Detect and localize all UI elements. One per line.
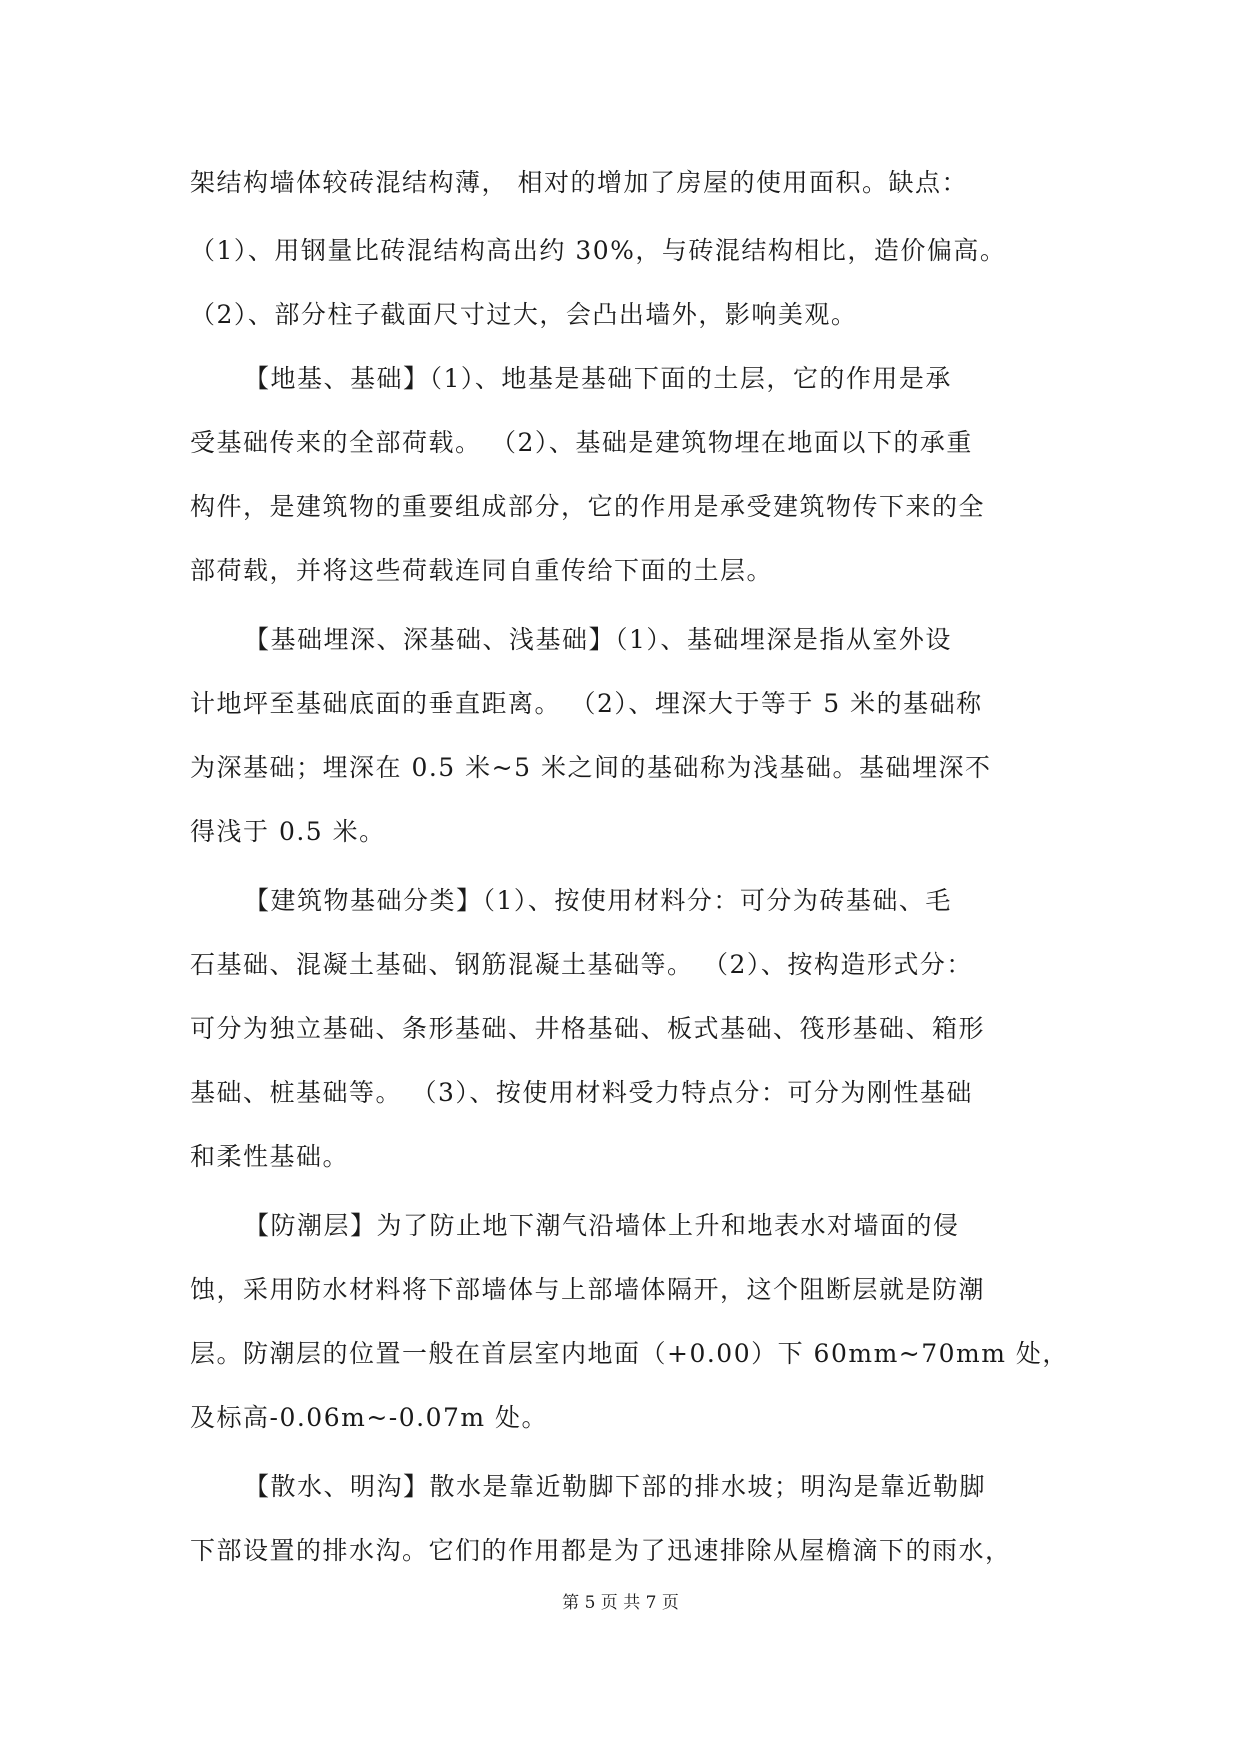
text-line: 及标高-0.06m~-0.07m 处。: [190, 1403, 549, 1432]
text-line: 蚀，采用防水材料将下部墙体与上部墙体隔开，这个阻断层就是防潮: [190, 1275, 986, 1304]
paragraph-start-line: 【基础埋深、深基础、浅基础】（1）、基础埋深是指从室外设: [244, 625, 952, 654]
text-line: 下部设置的排水沟。它们的作用都是为了迅速排除从屋檐滴下的雨水，: [190, 1536, 1012, 1565]
paragraph-start-line: 【散水、明沟】散水是靠近勒脚下部的排水坡；明沟是靠近勒脚: [244, 1472, 987, 1501]
text-line: 可分为独立基础、条形基础、井格基础、板式基础、筏形基础、箱形: [190, 1014, 986, 1043]
text-line: 基础、桩基础等。 （3）、按使用材料受力特点分：可分为刚性基础: [190, 1078, 973, 1107]
paragraph-start-line: 【防潮层】为了防止地下潮气沿墙体上升和地表水对墙面的侵: [244, 1211, 960, 1240]
paragraph-start-line: 【建筑物基础分类】（1）、按使用材料分：可分为砖基础、毛: [244, 886, 952, 915]
text-line: 层。防潮层的位置一般在首层室内地面（+0.00）下 60mm~70mm 处，: [190, 1339, 1069, 1368]
text-line: 部荷载，并将这些荷载连同自重传给下面的土层。: [190, 556, 774, 585]
text-line: 为深基础；埋深在 0.5 米~5 米之间的基础称为浅基础。基础埋深不: [190, 753, 992, 782]
text-line: 和柔性基础。: [190, 1142, 350, 1171]
text-line: （2）、部分柱子截面尺寸过大，会凸出墙外，影响美观。: [190, 300, 858, 329]
text-line: 得浅于 0.5 米。: [190, 817, 386, 846]
text-line: 架结构墙体较砖混结构薄， 相对的增加了房屋的使用面积。缺点：: [190, 168, 968, 197]
page-number-footer: 第 5 页 共 7 页: [562, 1593, 679, 1613]
paragraph-start-line: 【地基、基础】（1）、地基是基础下面的土层，它的作用是承: [244, 364, 952, 393]
text-line: （1）、用钢量比砖混结构高出约 30%，与砖混结构相比，造价偏高。: [190, 236, 1007, 265]
text-line: 计地坪至基础底面的垂直距离。 （2）、埋深大于等于 5 米的基础称: [190, 689, 983, 718]
text-line: 受基础传来的全部荷载。 （2）、基础是建筑物埋在地面以下的承重: [190, 428, 973, 457]
text-line: 石基础、混凝土基础、钢筋混凝土基础等。 （2）、按构造形式分：: [190, 950, 973, 979]
text-line: 构件，是建筑物的重要组成部分，它的作用是承受建筑物传下来的全: [190, 492, 986, 521]
